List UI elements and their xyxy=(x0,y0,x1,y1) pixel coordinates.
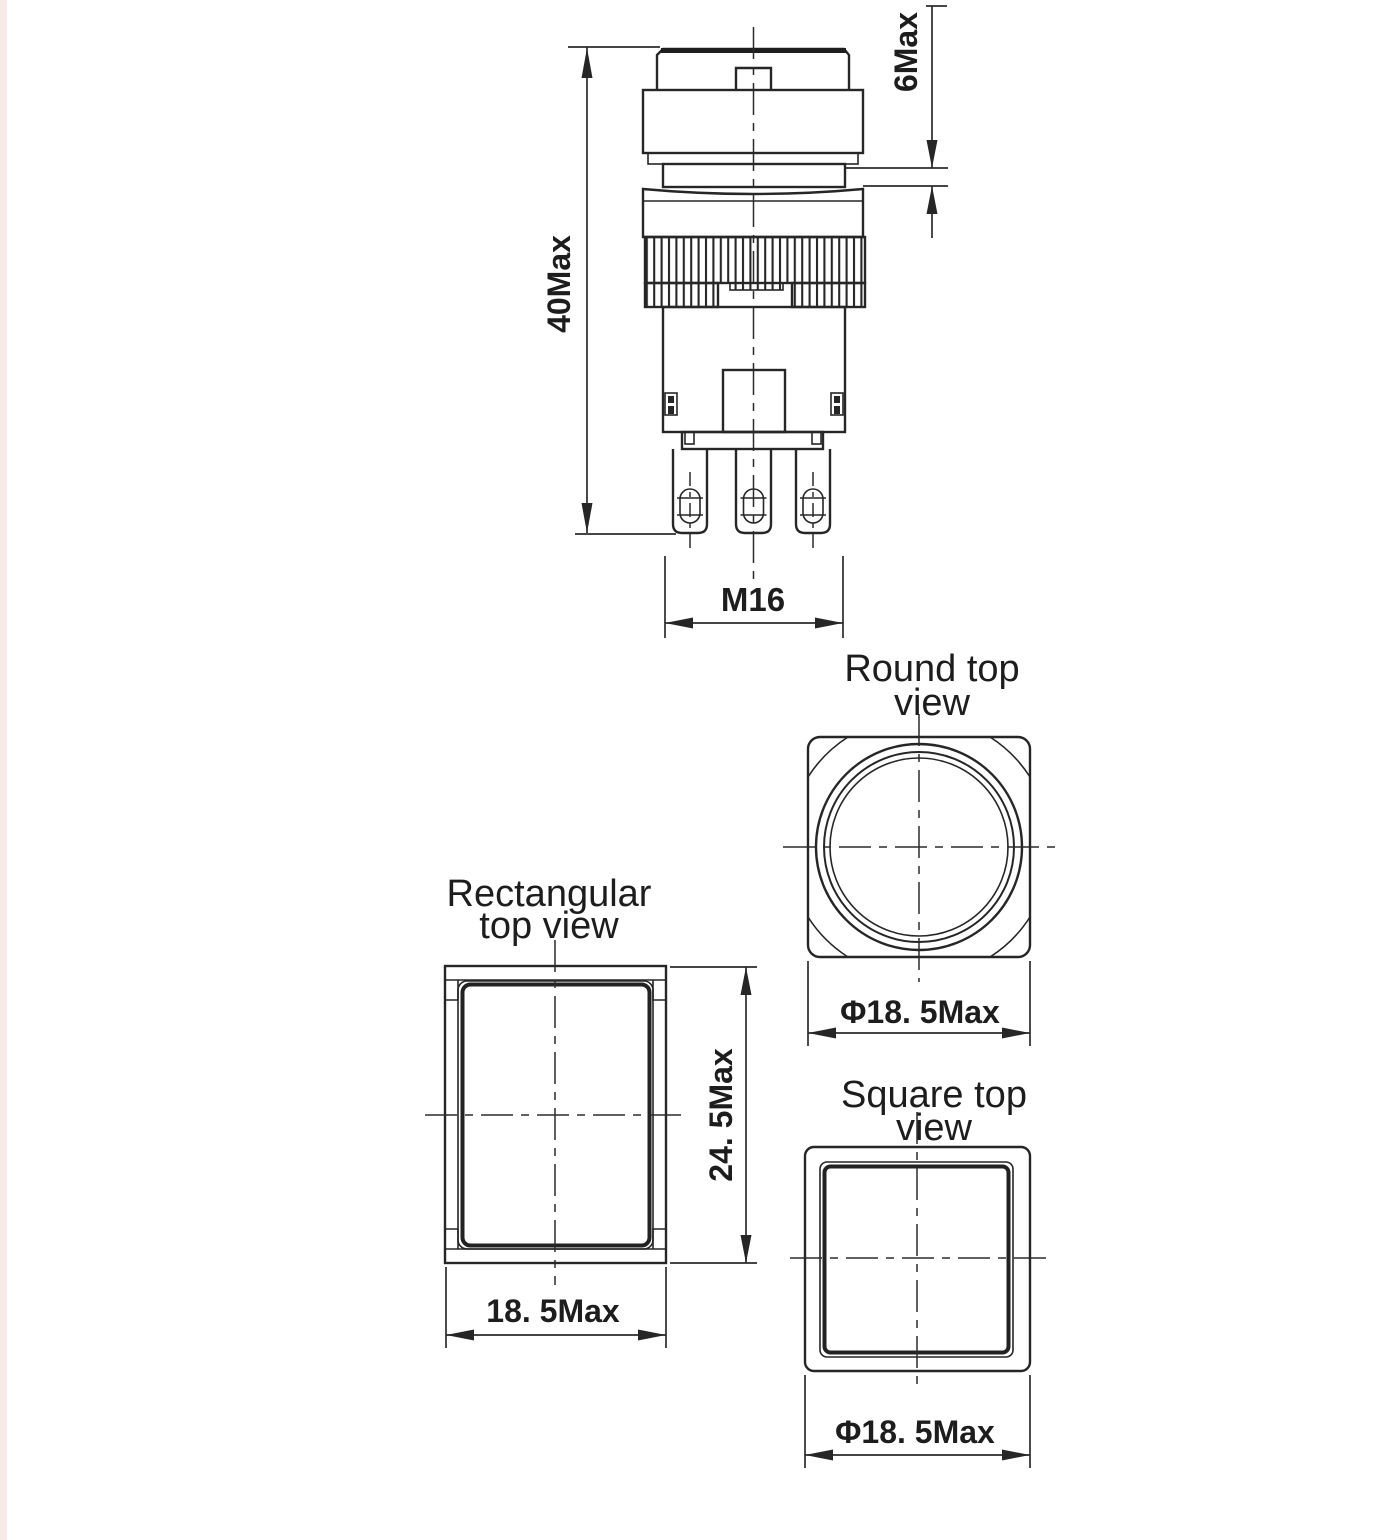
dimension-square-diameter xyxy=(805,1375,1030,1468)
dim-label-m16: M16 xyxy=(720,581,786,618)
dim-label-6max: 6Max xyxy=(888,11,924,93)
nut-band xyxy=(645,237,865,283)
rect-top-view-title-line1: Rectangular xyxy=(446,873,652,915)
latch-right xyxy=(831,393,843,415)
nut-ear-left xyxy=(645,283,718,307)
dimension-6max xyxy=(845,6,948,238)
dim-label-40max: 40Max xyxy=(541,235,577,333)
side-view xyxy=(541,6,948,638)
dimension-m16 xyxy=(665,556,843,638)
dim-label-square-diameter: Φ18. 5Max xyxy=(835,1414,995,1450)
dim-label-rect-height: 24. 5Max xyxy=(703,1048,739,1182)
nut-center-tab xyxy=(730,283,783,290)
knurled-nut xyxy=(645,237,865,307)
round-top-view-title-line1: Round top xyxy=(844,648,1020,690)
round-top-view xyxy=(783,648,1055,1046)
base-plate xyxy=(682,432,823,449)
round-top-view-title-line2: view xyxy=(893,682,971,724)
square-top-view-title-line1: Square top xyxy=(841,1074,1027,1116)
dimension-rect-height xyxy=(670,967,757,1263)
plate-slot-left xyxy=(685,432,694,444)
plate-slot-right xyxy=(812,432,821,444)
terminal-right xyxy=(796,449,830,552)
square-top-view xyxy=(790,1074,1046,1468)
terminal-left xyxy=(673,449,707,552)
dim-label-round-diameter: Φ18. 5Max xyxy=(840,994,1000,1030)
square-top-view-title-line2: view xyxy=(895,1107,973,1149)
dimension-round-diameter xyxy=(808,961,1030,1046)
dimension-rect-width xyxy=(446,1267,666,1348)
rect-top-view-title-line2: top view xyxy=(479,905,619,947)
latch-left xyxy=(665,393,677,415)
dim-label-rect-width: 18. 5Max xyxy=(486,1293,620,1329)
nut-ear-right xyxy=(792,283,865,307)
rectangular-top-view xyxy=(425,873,757,1348)
